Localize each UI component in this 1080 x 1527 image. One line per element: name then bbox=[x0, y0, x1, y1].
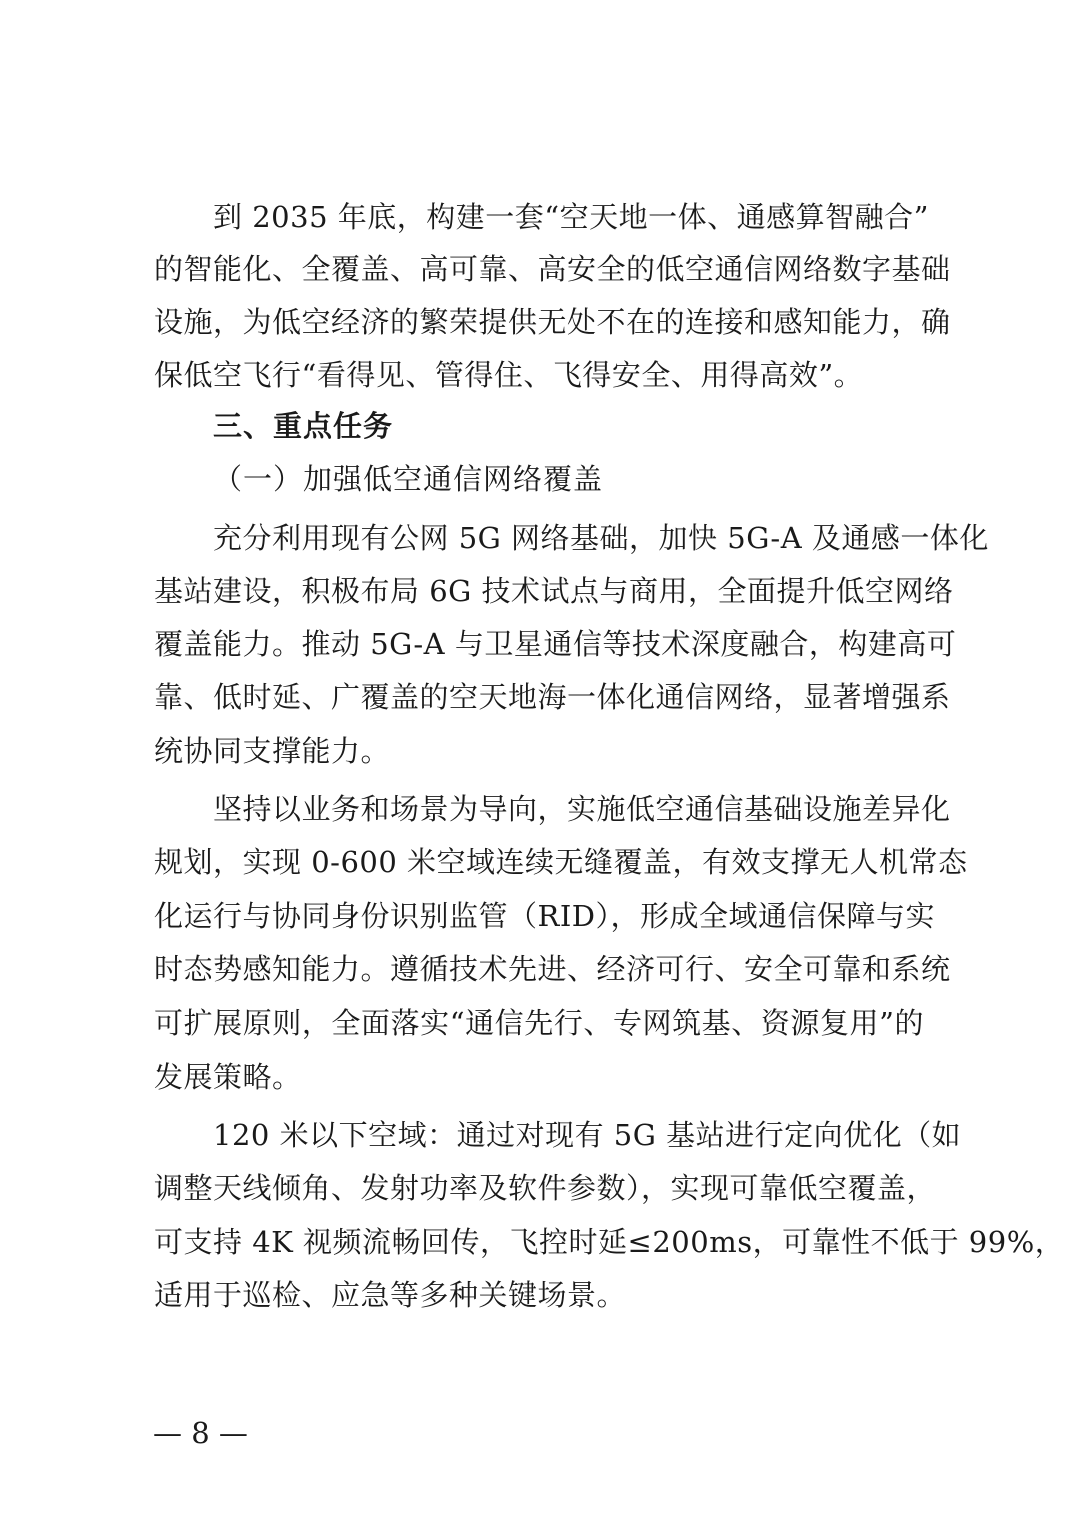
paragraph-3-line-1: 坚持以业务和场景为导向，实施低空通信基础设施差异化 bbox=[213, 792, 951, 826]
paragraph-3-line-3: 化运行与协同身份识别监管（RID），形成全域通信保障与实 bbox=[154, 899, 936, 933]
paragraph-2-line-1: 充分利用现有公网 5G 网络基础，加快 5G-A 及通感一体化 bbox=[213, 521, 989, 555]
paragraph-3-line-6: 发展策略。 bbox=[154, 1060, 302, 1094]
paragraph-4-line-1: 120 米以下空域：通过对现有 5G 基站进行定向优化（如 bbox=[213, 1118, 962, 1152]
page-number: — 8 — bbox=[153, 1416, 248, 1450]
section-heading: 三、重点任务 bbox=[213, 409, 394, 443]
subsection-heading: （一）加强低空通信网络覆盖 bbox=[213, 462, 604, 496]
paragraph-3-line-4: 时态势感知能力。遵循技术先进、经济可行、安全可靠和系统 bbox=[154, 952, 951, 986]
paragraph-2-line-3: 覆盖能力。推动 5G-A 与卫星通信等技术深度融合，构建高可 bbox=[154, 627, 957, 661]
paragraph-3-line-2: 规划，实现 0-600 米空域连续无缝覆盖，有效支撑无人机常态 bbox=[154, 845, 968, 879]
paragraph-2-line-2: 基站建设，积极布局 6G 技术试点与商用，全面提升低空网络 bbox=[154, 574, 954, 608]
paragraph-1-line-3: 设施，为低空经济的繁荣提供无处不在的连接和感知能力，确 bbox=[154, 305, 951, 339]
paragraph-4-line-3: 可支持 4K 视频流畅回传，飞控时延≤200ms，可靠性不低于 99%， bbox=[154, 1225, 1065, 1259]
paragraph-1-line-2: 的智能化、全覆盖、高可靠、高安全的低空通信网络数字基础 bbox=[154, 252, 951, 286]
paragraph-1-line-4: 保低空飞行“看得见、管得住、飞得安全、用得高效”。 bbox=[154, 358, 864, 392]
paragraph-1-line-1: 到 2035 年底，构建一套“空天地一体、通感算智融合” bbox=[213, 200, 929, 234]
paragraph-4-line-4: 适用于巡检、应急等多种关键场景。 bbox=[154, 1278, 627, 1312]
paragraph-2-line-4: 靠、低时延、广覆盖的空天地海一体化通信网络，显著增强系 bbox=[154, 680, 951, 714]
paragraph-2-line-5: 统协同支撑能力。 bbox=[154, 734, 391, 768]
paragraph-3-line-5: 可扩展原则，全面落实“通信先行、专网筑基、资源复用”的 bbox=[154, 1006, 924, 1040]
paragraph-4-line-2: 调整天线倾角、发射功率及软件参数），实现可靠低空覆盖， bbox=[154, 1171, 937, 1205]
